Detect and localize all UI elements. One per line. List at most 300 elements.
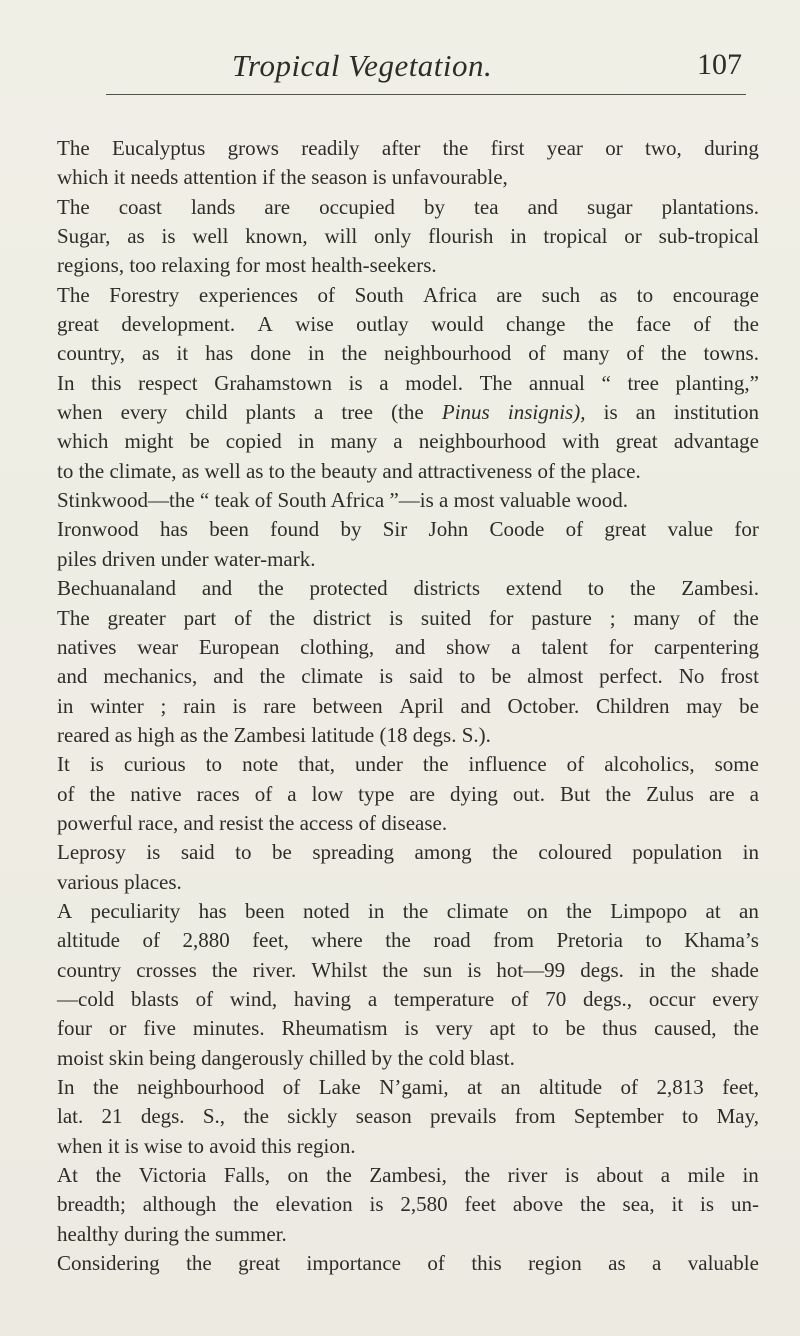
text-line: reared as high as the Zambesi latitude (18 degs. S.). [57, 722, 491, 747]
word: river. [252, 957, 297, 982]
word: to [205, 752, 223, 777]
word: advantage [673, 429, 759, 454]
text-line [57, 897, 759, 926]
word: curious [123, 752, 186, 777]
word: a [287, 781, 297, 806]
word: many [330, 429, 378, 454]
word: valuable [687, 1251, 759, 1276]
word: In [57, 1075, 75, 1099]
word: with [562, 429, 600, 454]
running-title: Tropical Vegetation. [232, 48, 493, 83]
word: of [510, 986, 529, 1011]
word: type [358, 781, 395, 806]
paragraph-leprosy [57, 838, 759, 897]
word: of [697, 605, 716, 630]
word: many [562, 341, 610, 366]
word: The [479, 370, 513, 395]
text-line: when it is wise to avoid this region. [57, 1133, 356, 1158]
word: blasts [130, 986, 179, 1011]
word: at [467, 1075, 483, 1099]
paragraph-ngami [57, 1073, 759, 1161]
word: and [201, 576, 233, 601]
word: is [146, 840, 161, 865]
word: found [270, 517, 320, 542]
word: of [195, 986, 214, 1011]
word: the [95, 1163, 122, 1188]
word: and [213, 664, 244, 689]
word: feet [464, 1192, 497, 1217]
word: the [733, 312, 759, 337]
text-line [57, 427, 759, 456]
paragraph-eucalyptus [57, 134, 759, 193]
word: tea [474, 194, 499, 219]
word: every [712, 986, 759, 1011]
text-line [57, 956, 759, 985]
word: season [355, 1104, 412, 1129]
word: Sir [382, 517, 408, 542]
text-line [57, 134, 759, 163]
word: encourage [672, 282, 759, 307]
word: from [493, 928, 534, 953]
word: the [243, 1104, 269, 1129]
word: shade [711, 957, 759, 982]
word: 2,813 [656, 1075, 704, 1099]
word: great [604, 517, 647, 542]
word: of [317, 282, 335, 307]
text-line [57, 1249, 759, 1278]
word: the [233, 1192, 259, 1217]
word: the [492, 840, 518, 865]
word: well [192, 224, 229, 249]
word: But [560, 781, 591, 806]
word: would [431, 312, 484, 337]
word: or [624, 224, 642, 249]
word: (the [391, 400, 424, 425]
word: carpentering [654, 634, 759, 659]
word: and [460, 693, 491, 718]
word: face [636, 312, 671, 337]
word: the [670, 957, 696, 982]
word: to [645, 928, 662, 953]
word: natives [57, 634, 117, 659]
word: a [652, 1251, 662, 1276]
word: Eucalyptus [111, 136, 206, 160]
word: as [599, 282, 618, 307]
word: coast [118, 194, 162, 219]
word: a [660, 1163, 671, 1188]
word: sub-tropical [658, 224, 759, 249]
word: caused, [654, 1016, 717, 1041]
word: road [433, 928, 471, 953]
word: from [514, 1104, 556, 1129]
word: the [211, 957, 238, 982]
word: the [442, 136, 469, 160]
text-line [57, 633, 759, 662]
word: Zulus [646, 781, 694, 806]
word: minutes. [192, 1016, 265, 1041]
paragraph-alcoholics [57, 750, 759, 838]
word: Pretoria [556, 928, 623, 953]
word: Pinus [441, 400, 490, 425]
word: of [528, 341, 546, 366]
word: Children [596, 693, 670, 718]
word: change [506, 312, 566, 337]
text-line-with-italic-term [57, 398, 759, 427]
word: between [312, 693, 383, 718]
word: been [245, 898, 285, 923]
text-line [57, 310, 759, 339]
word: copied [225, 429, 282, 454]
word: climate [446, 898, 509, 923]
text-line [57, 1073, 759, 1102]
word: crosses [136, 957, 197, 982]
word: is [467, 957, 482, 982]
word: planting,” [675, 370, 759, 395]
text-line [57, 339, 759, 368]
paragraph-limpopo [57, 897, 759, 1073]
word: for [734, 517, 759, 542]
word: wind, [229, 986, 278, 1011]
word: Zambesi. [681, 576, 759, 601]
word: of [693, 312, 711, 337]
word: to [636, 282, 654, 307]
word: 70 [545, 986, 567, 1011]
word: Whilst [311, 957, 368, 982]
word: development. [121, 312, 236, 337]
word: for [608, 634, 634, 659]
word: respect [138, 370, 198, 395]
word: and [394, 634, 426, 659]
word: be [189, 429, 210, 454]
word: plants [245, 400, 296, 425]
word: on [287, 1163, 309, 1188]
word: the [629, 576, 656, 601]
text-line [57, 1102, 759, 1131]
word: out. [512, 781, 545, 806]
text-line [57, 1190, 759, 1219]
word: winter [90, 693, 144, 718]
word: in [510, 224, 527, 249]
word: a [313, 400, 324, 425]
word: where [311, 928, 363, 953]
word: the [259, 664, 286, 689]
word: every [120, 400, 168, 425]
word: Falls, [223, 1163, 270, 1188]
word: after [381, 136, 421, 160]
word: suited [420, 605, 472, 630]
word: Africa [423, 282, 477, 307]
word: of [565, 517, 584, 542]
word: country [57, 957, 122, 982]
word: to [681, 1104, 699, 1129]
word: Leprosy [57, 840, 126, 865]
word: in [297, 429, 315, 454]
word: to [587, 576, 605, 601]
word: as [127, 224, 145, 249]
text-line: regions, too relaxing for most health-seekers. [57, 253, 437, 278]
word: —cold [57, 986, 115, 1011]
word: may [686, 693, 723, 718]
word: In [57, 370, 75, 395]
word: districts [413, 576, 480, 601]
word: an [739, 898, 759, 923]
word: model. [405, 370, 463, 395]
word: the [464, 1163, 491, 1188]
word: the [579, 1192, 606, 1217]
text-line [57, 926, 759, 955]
word: John [428, 517, 469, 542]
word: a [379, 370, 389, 395]
word: low [311, 781, 344, 806]
word: grows [227, 136, 279, 160]
word: great [615, 429, 658, 454]
word: or [605, 136, 623, 160]
word: known, [245, 224, 308, 249]
word: insignis), [507, 400, 586, 425]
word: it [176, 341, 189, 366]
word: The [57, 605, 90, 630]
word: breadth; [57, 1192, 126, 1217]
word: Bechuanaland [57, 576, 176, 601]
word: in [368, 898, 385, 923]
text-line [57, 604, 759, 633]
word: has [205, 341, 234, 366]
word: is [348, 370, 363, 395]
word: and [57, 664, 88, 689]
word: which [57, 429, 109, 454]
text-line [57, 985, 759, 1014]
body-text [57, 134, 759, 1278]
word: the [186, 1251, 212, 1276]
word: many [633, 605, 681, 630]
word: the [402, 898, 429, 923]
text-line [57, 662, 759, 691]
word: European [198, 634, 280, 659]
word: by [340, 517, 362, 542]
word: in [742, 840, 759, 865]
word: note [242, 752, 279, 777]
word: climate [301, 664, 364, 689]
word: be [565, 1016, 586, 1041]
word: about [596, 1163, 644, 1188]
word: show [446, 634, 491, 659]
word: feet, [252, 928, 289, 953]
word: of [566, 752, 585, 777]
word: although [142, 1192, 217, 1217]
word: is [379, 664, 394, 689]
word: of [427, 1251, 445, 1276]
word: has [198, 898, 227, 923]
word: be [491, 664, 512, 689]
word: flourish [428, 224, 494, 249]
word: ; [160, 693, 167, 718]
text-line [57, 1161, 759, 1190]
text-line [57, 369, 759, 398]
word: region [528, 1251, 582, 1276]
word: sugar [587, 194, 633, 219]
word: on [526, 898, 548, 923]
word: a [367, 986, 378, 1011]
word: be [739, 693, 759, 718]
word: S., [202, 1104, 226, 1129]
word: during [704, 136, 759, 160]
text-line: powerful race, and resist the access of disease. [57, 810, 448, 835]
word: outlay [356, 312, 409, 337]
header-rule [106, 94, 746, 95]
word: almost [527, 664, 584, 689]
word: having [293, 986, 352, 1011]
word: hot—99 [496, 957, 566, 982]
word: altitude [57, 928, 120, 953]
word: the [269, 605, 296, 630]
word: the [733, 1016, 759, 1041]
word: un- [730, 1192, 759, 1217]
word: or [108, 1016, 127, 1041]
word: No [678, 664, 705, 689]
word: has [159, 517, 188, 542]
word: might [124, 429, 174, 454]
word: that, [298, 752, 335, 777]
word: South [354, 282, 404, 307]
word: four [57, 1016, 92, 1041]
word: will [324, 224, 358, 249]
word: the [382, 957, 409, 982]
text-line [57, 750, 759, 779]
word: readily [301, 136, 360, 160]
word: At [57, 1163, 78, 1188]
word: of [234, 605, 252, 630]
word: are [496, 282, 523, 307]
word: mile [687, 1163, 725, 1188]
word: Considering [57, 1251, 160, 1276]
word: sun [423, 957, 453, 982]
word: said [180, 840, 215, 865]
paragraph-forestry [57, 281, 759, 486]
word: neighbourhood [384, 341, 512, 366]
word: perfect. [599, 664, 663, 689]
word: thus [602, 1016, 638, 1041]
word: when [57, 400, 103, 425]
word: as [142, 341, 160, 366]
word: 2,580 [400, 1192, 448, 1217]
word: the [733, 605, 759, 630]
word: neighbourhood [137, 1075, 265, 1099]
text-line: which it needs attention if the season is unfavourable, [57, 165, 508, 190]
word: to [532, 1016, 549, 1041]
word: peculiarity [90, 898, 181, 923]
word: The [57, 136, 90, 160]
word: is [89, 752, 104, 777]
word: “ [601, 370, 611, 395]
word: May, [716, 1104, 759, 1129]
paragraph-considering [57, 1249, 759, 1278]
word: of [142, 928, 160, 953]
word: Sugar, [57, 224, 111, 249]
word: feet, [722, 1075, 759, 1099]
word: pasture [531, 605, 592, 630]
word: to [235, 840, 252, 865]
paragraph-stinkwood [57, 486, 759, 515]
word: temperature [393, 986, 495, 1011]
word: wise [295, 312, 334, 337]
word: the [89, 781, 116, 806]
word: coloured [538, 840, 612, 865]
word: plantations. [661, 194, 759, 219]
word: occupied [319, 194, 395, 219]
word: the [326, 1163, 352, 1188]
word: under [355, 752, 403, 777]
text-line [57, 1014, 759, 1043]
word: protected [309, 576, 388, 601]
word: sickly [287, 1104, 338, 1129]
text-line [57, 281, 759, 310]
word: the [92, 1075, 119, 1099]
word: institution [673, 400, 759, 425]
word: country, [57, 341, 126, 366]
word: Lake [318, 1075, 361, 1099]
word: great [57, 312, 99, 337]
word: this [471, 1251, 502, 1276]
word: is [232, 693, 247, 718]
word: been [209, 517, 249, 542]
word: Zambesi, [369, 1163, 447, 1188]
word: the [258, 576, 284, 601]
word: a [749, 781, 759, 806]
word: in [308, 341, 325, 366]
word: this [91, 370, 122, 395]
word: Grahamstown [214, 370, 332, 395]
word: lat. [57, 1104, 84, 1129]
word: altitude [539, 1075, 603, 1099]
word: towns. [703, 341, 759, 366]
word: Limpopo [610, 898, 688, 923]
word: and [527, 194, 558, 219]
word: five [143, 1016, 176, 1041]
word: are [264, 194, 291, 219]
word: the [587, 312, 614, 337]
text-line [57, 193, 759, 222]
word: annual [528, 370, 585, 395]
page-number: 107 [697, 48, 742, 81]
word: year [546, 136, 583, 160]
word: degs. [580, 957, 624, 982]
word: an [500, 1075, 521, 1099]
word: Forestry [109, 282, 180, 307]
word: is [603, 400, 618, 425]
word: the [660, 341, 687, 366]
word: as [608, 1251, 626, 1276]
word: child [185, 400, 228, 425]
word: is [161, 224, 176, 249]
word: two, [645, 136, 682, 160]
word: apt [489, 1016, 516, 1041]
word: alcoholics, [604, 752, 695, 777]
text-line [57, 838, 759, 867]
word: of [626, 341, 644, 366]
word: of [57, 781, 75, 806]
word: tropical [543, 224, 608, 249]
word: are [409, 781, 435, 806]
word: at [705, 898, 721, 923]
word: population [632, 840, 723, 865]
word: native [130, 781, 182, 806]
word: district [312, 605, 372, 630]
word: of [620, 1075, 639, 1099]
word: races [196, 781, 240, 806]
word: A [57, 898, 73, 923]
word: be [272, 840, 292, 865]
word: ; [609, 605, 616, 630]
